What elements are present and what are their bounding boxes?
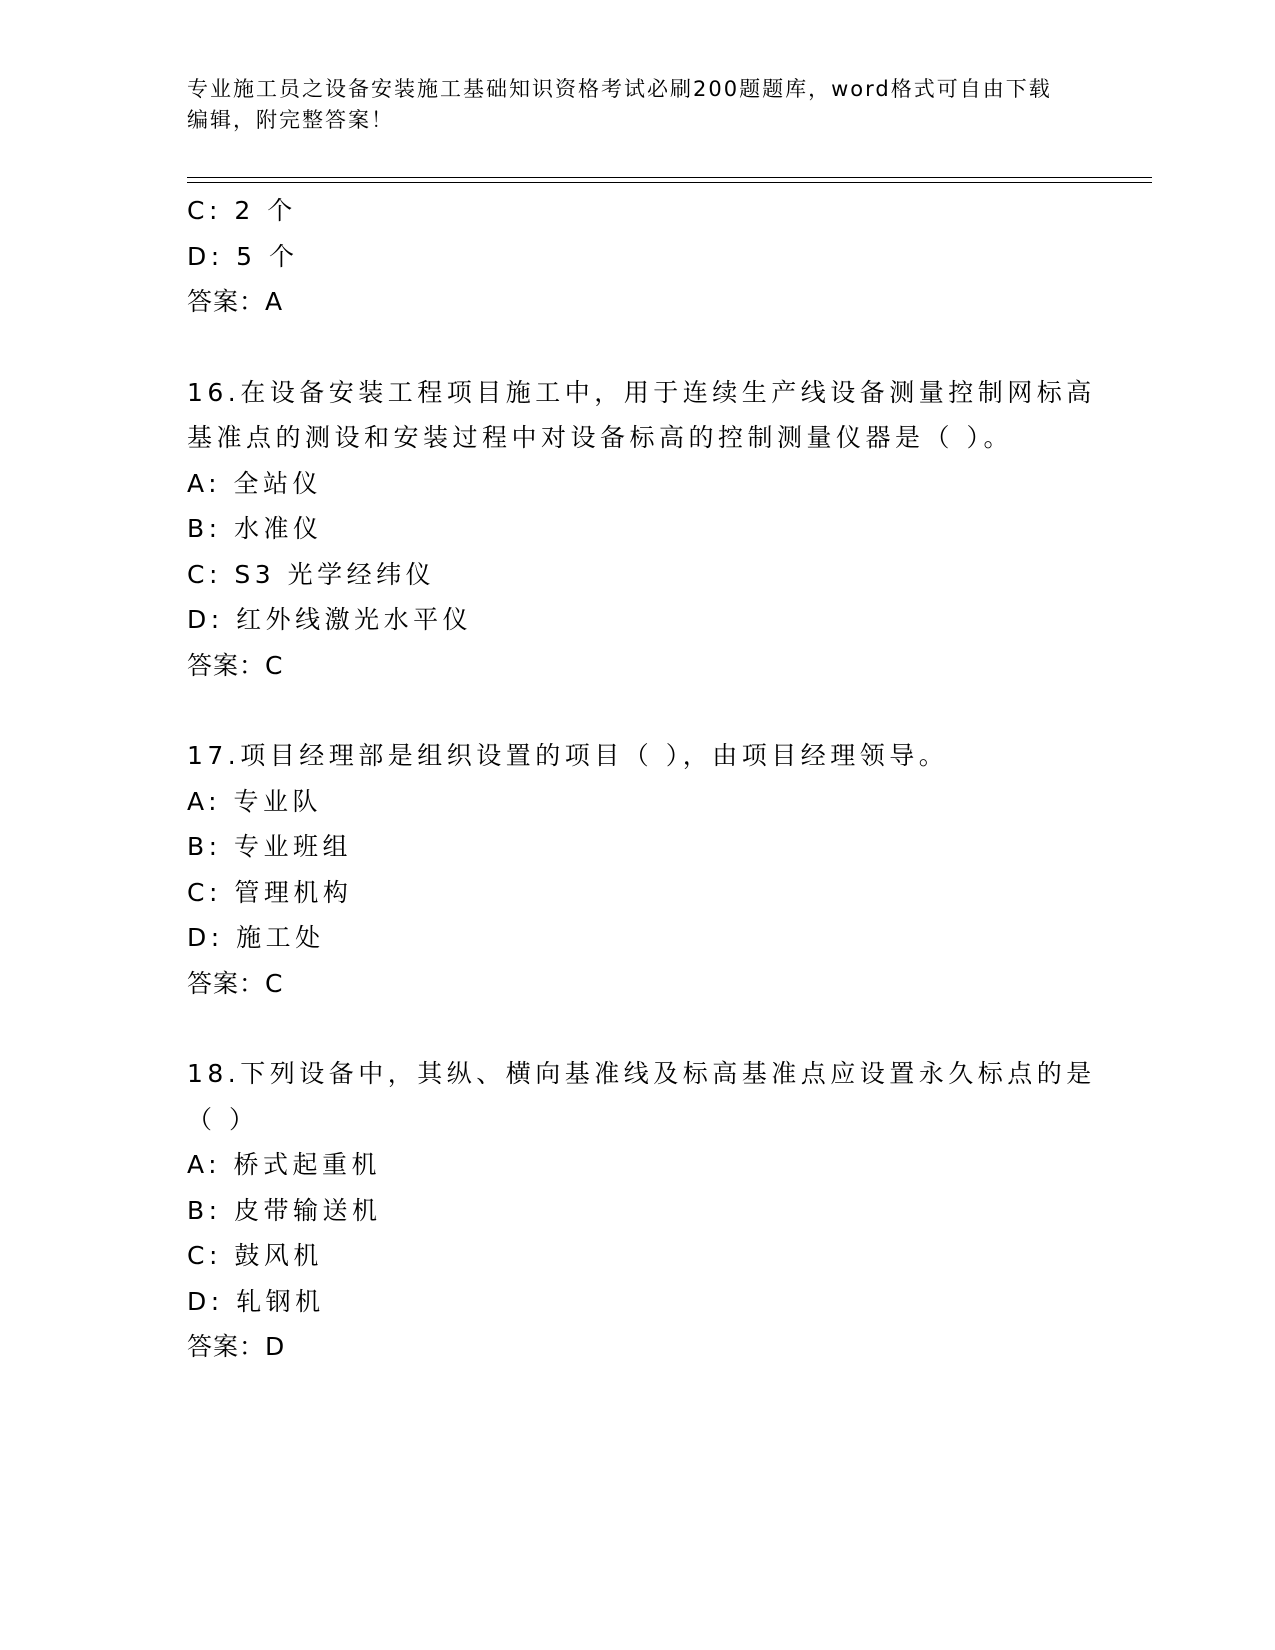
spacer <box>187 688 1087 733</box>
answer-value: A <box>265 287 284 316</box>
option-label: B <box>187 1195 209 1225</box>
question-block-18 <box>187 1051 1096 1370</box>
question-stem-line: 16.在设备安装工程项目施工中，用于连续生产线设备测量控制网标高 <box>187 377 1096 407</box>
option-text: 鼓风机 <box>234 1241 323 1270</box>
answer-line <box>187 1324 1087 1370</box>
option-text: S3 光学经纬仪 <box>234 559 436 589</box>
option-text: 桥式起重机 <box>233 1150 382 1179</box>
question-content <box>187 188 1096 1370</box>
option-label: A <box>187 786 209 816</box>
option-label: D <box>187 605 211 634</box>
question-block-15 <box>187 188 1087 325</box>
spacer <box>187 1006 1087 1051</box>
question-stem-line: （ ） <box>187 1104 259 1134</box>
option-a: A: 专业队 <box>187 786 323 816</box>
option-text: 管理机构 <box>234 877 353 907</box>
answer-value: C <box>265 650 284 680</box>
option-label: A <box>187 1150 209 1179</box>
option-text: 轧钢机 <box>236 1286 325 1316</box>
spacer <box>187 325 1087 370</box>
option-d: D: 施工处 <box>187 923 325 952</box>
answer-line <box>187 961 1087 1007</box>
answer-line <box>187 643 1087 689</box>
option-text: 专业班组 <box>234 832 353 861</box>
answer-label: 答案： <box>187 968 266 998</box>
answer-label: 答案： <box>187 1332 266 1361</box>
option-text: 2 个 <box>234 196 297 225</box>
document-header <box>187 74 1067 136</box>
answer-label: 答案： <box>187 650 266 680</box>
option-label: C <box>187 1241 209 1270</box>
question-stem-line: 18.下列设备中，其纵、横向基准线及标高基准点应设置永久标点的是 <box>187 1059 1096 1088</box>
answer-value: D <box>265 1332 286 1361</box>
option-b: B: 水准仪 <box>187 514 323 543</box>
option-b: B: 专业班组 <box>187 832 353 861</box>
option-label: C <box>187 559 209 589</box>
option-text: 水准仪 <box>234 514 323 543</box>
question-block-17 <box>187 733 1087 1006</box>
option-text: 全站仪 <box>233 468 323 498</box>
header-text: 专业施工员之设备安装施工基础知识资格考试必刷200题题库，word格式可自由下载编辑，附完整答案！ <box>187 77 1052 132</box>
option-label: B <box>187 832 209 861</box>
option-label: A <box>187 468 209 498</box>
option-text: 专业队 <box>233 786 323 816</box>
option-a: A: 全站仪 <box>187 468 323 498</box>
question-block-16 <box>187 370 1096 689</box>
option-label: B <box>187 514 209 543</box>
option-a: A: 桥式起重机 <box>187 1150 382 1179</box>
option-text: 5 个 <box>236 241 299 271</box>
option-label: D <box>187 241 211 271</box>
option-text: 皮带输送机 <box>234 1195 382 1225</box>
option-label: D <box>187 1286 211 1316</box>
option-c: C: 管理机构 <box>187 877 353 907</box>
header-divider-bottom <box>187 182 1152 183</box>
answer-value: C <box>265 968 284 998</box>
option-c: C: 2 个 <box>187 196 297 225</box>
option-text: 施工处 <box>236 923 325 952</box>
option-b: B: 皮带输送机 <box>187 1195 382 1225</box>
option-d: D: 红外线激光水平仪 <box>187 605 473 634</box>
option-d: D: 5 个 <box>187 241 299 271</box>
question-stem-line: 基准点的测设和安装过程中对设备标高的控制测量仪器是（ ）。 <box>187 423 1013 452</box>
option-label: C <box>187 196 209 225</box>
header-divider-top <box>187 177 1152 178</box>
option-c: C: S3 光学经纬仪 <box>187 559 436 589</box>
option-label: D <box>187 923 211 952</box>
option-c: C: 鼓风机 <box>187 1241 323 1270</box>
answer-label: 答案： <box>187 287 266 316</box>
option-label: C <box>187 877 209 907</box>
question-stem-line: 17.项目经理部是组织设置的项目（ ），由项目经理领导。 <box>187 741 949 770</box>
option-d: D: 轧钢机 <box>187 1286 325 1316</box>
option-text: 红外线激光水平仪 <box>236 605 473 634</box>
answer-line <box>187 279 1087 325</box>
